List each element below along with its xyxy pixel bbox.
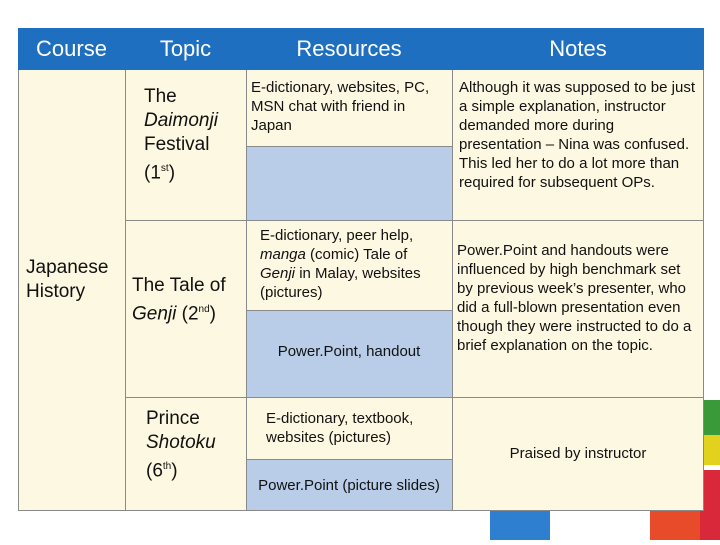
- header-topic: [125, 28, 246, 70]
- resources-1-top: E-dictionary, websites, PC, MSN chat with friend in Japan: [251, 79, 430, 134]
- grid-line: [125, 220, 704, 221]
- topic-2-em: Genji: [132, 303, 177, 325]
- header-resources-label: Resources: [296, 36, 402, 61]
- notes-2: Power.Point and handouts were influenced by high benchmark set by previous week’s presenter, who did a full-blown presentation even though they were instructed to do a brief explanation on the topic.: [457, 242, 692, 354]
- resources-2-bottom: Power.Point, handout: [277, 343, 421, 360]
- topic-1-em: Daimonji: [144, 110, 218, 131]
- topic-2-end: ): [209, 303, 216, 325]
- topic-3-sup: th: [162, 461, 172, 472]
- grid-line: [125, 397, 704, 398]
- resources-2-c: in Malay, websites (pictures): [260, 265, 421, 301]
- topic-3-pre: Prince: [146, 408, 200, 429]
- course-table: [18, 28, 704, 511]
- header-resources: [246, 28, 452, 70]
- header-course-label: Course: [36, 36, 107, 61]
- topic-1: [144, 85, 240, 185]
- topic-1-sup: st: [160, 163, 169, 174]
- resources-2-a: E-dictionary, peer help,: [260, 227, 414, 244]
- resources-3-bottom: Power.Point (picture slides): [258, 477, 440, 494]
- topic-3-end: ): [171, 460, 178, 482]
- grid-line: [246, 146, 452, 147]
- topic-1-post: Festival (1: [144, 134, 210, 184]
- grid-line: [246, 310, 452, 311]
- grid-line: [18, 70, 19, 511]
- header-topic-label: Topic: [159, 36, 212, 61]
- topic-3-em: Shotoku: [146, 432, 216, 453]
- header-course: [18, 28, 125, 70]
- topic-2: [132, 274, 244, 326]
- topic-2-pre: The Tale of: [132, 275, 226, 296]
- resources-2-b: (comic) Tale of: [305, 246, 408, 263]
- topic-1-end: ): [168, 162, 176, 184]
- topic-3-post: (6: [146, 460, 163, 482]
- header-notes: [452, 28, 704, 70]
- topic-3: [146, 407, 242, 483]
- resources-2-top: [260, 226, 446, 302]
- topic-2-sup: nd: [198, 304, 210, 315]
- resources-2-em1: manga: [260, 246, 306, 263]
- topic-1-pre: The: [144, 86, 177, 107]
- grid-line: [18, 510, 704, 511]
- notes-1: Although it was supposed to be just a simple explanation, instructor demanded more during presentation – Nina was confused. This led her to do a lot more than required for subsequent OPs.: [459, 79, 695, 191]
- grid-line: [125, 70, 126, 511]
- resources-3-top: E-dictionary, textbook, websites (pictures): [266, 410, 414, 446]
- notes-3: Praised by instructor: [509, 445, 647, 462]
- topic-2-post: (2: [176, 303, 199, 325]
- grid-line: [246, 459, 452, 460]
- grid-line: [246, 70, 247, 511]
- header-notes-label: Notes: [549, 36, 607, 61]
- resources-2-em2: Genji: [260, 265, 296, 282]
- resources-cell-1b: [246, 146, 452, 220]
- course-name: Japanese History: [26, 257, 109, 302]
